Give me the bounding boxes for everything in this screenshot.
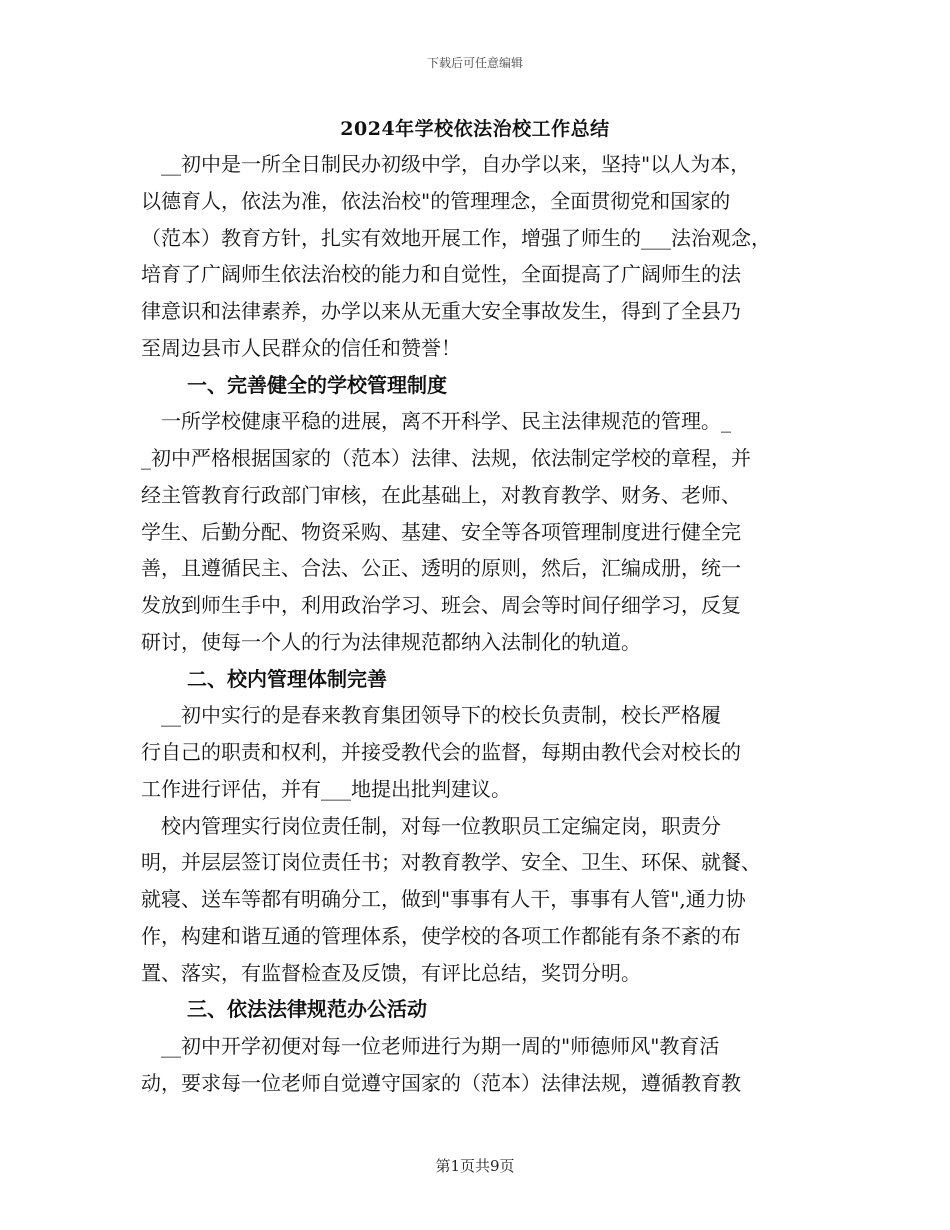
paragraph-line: __初中实行的是春来教育集团领导下的校长负责制，校长严格履 — [141, 703, 721, 728]
paragraph-line: 作，构建和谐互通的管理体系，使学校的各项工作都能有条不紊的布 — [141, 923, 741, 948]
page-number: 第1页共9页 — [435, 1157, 515, 1175]
paragraph-line: 以德育人，依法为准，依法治校"的管理理念，全面贯彻党和国家的 — [141, 188, 731, 213]
paragraph-line: 至周边县市人民群众的信任和赞誉！ — [141, 335, 461, 360]
section-heading: 三、依法法律规范办公活动 — [187, 997, 427, 1022]
paragraph-line: 一所学校健康平稳的进展，离不开科学、民主法律规范的管理。_ — [141, 409, 731, 434]
paragraph-line: _初中严格根据国家的（范本）法律、法规，依法制定学校的章程，并 — [141, 446, 751, 470]
document-title: 2024年学校依法治校工作总结 — [340, 118, 610, 140]
paragraph-line: 置、落实，有监督检查及反馈，有评比总结，奖罚分明。 — [141, 960, 641, 985]
paragraph-line: 明，并层层签订岗位责任书；对教育教学、安全、卫生、环保、就餐、 — [141, 850, 761, 875]
document-body — [141, 146, 811, 1102]
paragraph-line: 动，要求每一位老师自觉遵守国家的（范本）法律法规，遵循教育教 — [141, 1070, 741, 1095]
paragraph-line: 研讨，使每一个人的行为法律规范都纳入法制化的轨道。 — [141, 629, 641, 654]
paragraph-line: 校内管理实行岗位责任制，对每一位教职员工定编定岗，职责分 — [141, 813, 721, 838]
paragraph-line: 律意识和法律素养，办学以来从无重大安全事故发生，得到了全县乃 — [141, 299, 741, 323]
paragraph-line: __初中开学初便对每一位老师进行为期一周的"师德师风"教育活 — [141, 1034, 720, 1058]
paragraph-line: 学生、后勤分配、物资采购、基建、安全等各项管理制度进行健全完 — [141, 519, 741, 544]
paragraph-line: 经主管教育行政部门审核，在此基础上，对教育教学、财务、老师、 — [141, 482, 741, 507]
paragraph-line: 工作进行评估，并有___地提出批判建议。 — [141, 776, 511, 801]
paragraph-line: （范本）教育方针，扎实有效地开展工作，增强了师生的___法治观念， — [141, 225, 771, 250]
paragraph-line: 行自己的职责和权利，并接受教代会的监督，每期由教代会对校长的 — [141, 740, 741, 764]
paragraph-line: 善，且遵循民主、合法、公正、透明的原则，然后，汇编成册，统一 — [141, 556, 741, 581]
paragraph-line: 发放到师生手中，利用政治学习、班会、周会等时间仔细学习，反复 — [141, 593, 741, 617]
section-heading: 一、完善健全的学校管理制度 — [187, 372, 447, 397]
section-heading: 二、校内管理体制完善 — [187, 666, 387, 691]
paragraph-line: 培育了广阔师生依法治校的能力和自觉性，全面提高了广阔师生的法 — [141, 262, 741, 287]
download-note: 下载后可任意编辑 — [426, 56, 523, 70]
paragraph-line: __初中是一所全日制民办初级中学，自办学以来，坚持"以人为本， — [141, 152, 751, 176]
paragraph-line: 就寝、送车等都有明确分工，做到"事事有人干，事事有人管",通力协 — [141, 887, 746, 911]
